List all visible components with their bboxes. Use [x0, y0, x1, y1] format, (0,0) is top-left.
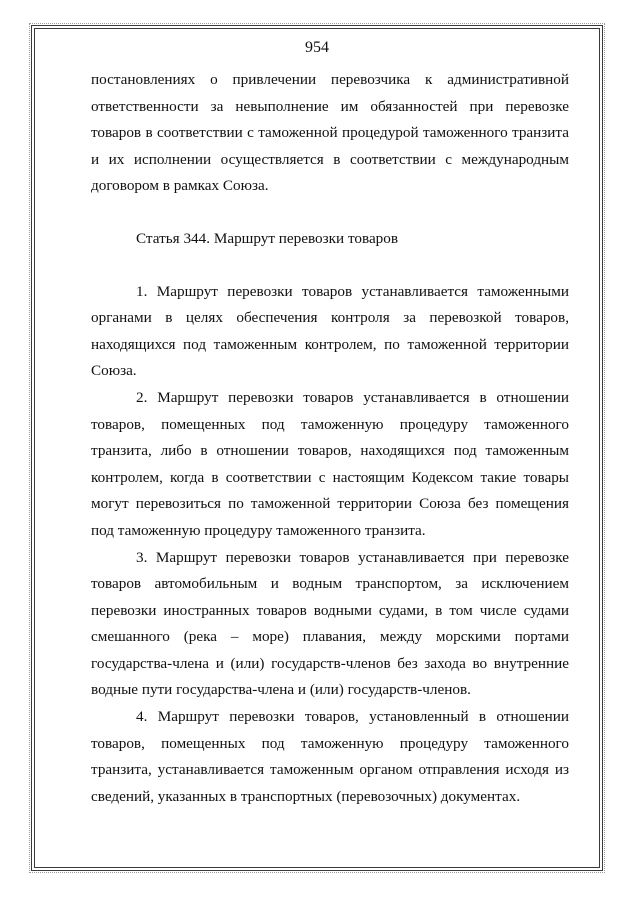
paragraph-1: 1. Маршрут перевозки товаров устанавливается таможенными органами в целях обеспечения контроля за перевозкой товаров, находящихся под таможенным контролем, по таможенной территории Союза. — [91, 282, 569, 380]
paragraph-3: 3. Маршрут перевозки товаров устанавливается при перевозке товаров автомобильным и водным транспортом, за исключением перевозки иностранных товаров водными судами, в том числе судами смешанного (река – море) плавания, между морскими портами государства-члена и (или) государств-членов без захода во внутренние водные пути государства-члена и (или) государств-членов. — [91, 548, 569, 699]
document-body — [91, 67, 569, 810]
page-frame — [31, 25, 603, 871]
page-number: 954 — [305, 39, 329, 56]
intro-paragraph: постановлениях о привлечении перевозчика к административной ответственности за невыполнение им обязанностей при перевозке товаров в соответствии с таможенной процедурой таможенного транзита и их исполнении осуществляется в соответствии с международным договором в рамках Союза. — [91, 71, 569, 195]
paragraph-4: 4. Маршрут перевозки товаров, установленный в отношении товаров, помещенных под таможенную процедуру таможенного транзита, устанавливается таможенным органом отправления исходя из сведений, указанных в транспортных (перевозочных) документах. — [91, 708, 569, 805]
paragraph-2: 2. Маршрут перевозки товаров устанавливается в отношении товаров, помещенных под таможенную процедуру таможенного транзита, либо в отношении товаров, находящихся под таможенным контролем, когда в соответствии с настоящим Кодексом такие товары могут перевозиться по таможенной территории Союза без помещения под таможенную процедуру таможенного транзита. — [91, 388, 569, 539]
article-heading: Статья 344. Маршрут перевозки товаров — [136, 229, 399, 247]
